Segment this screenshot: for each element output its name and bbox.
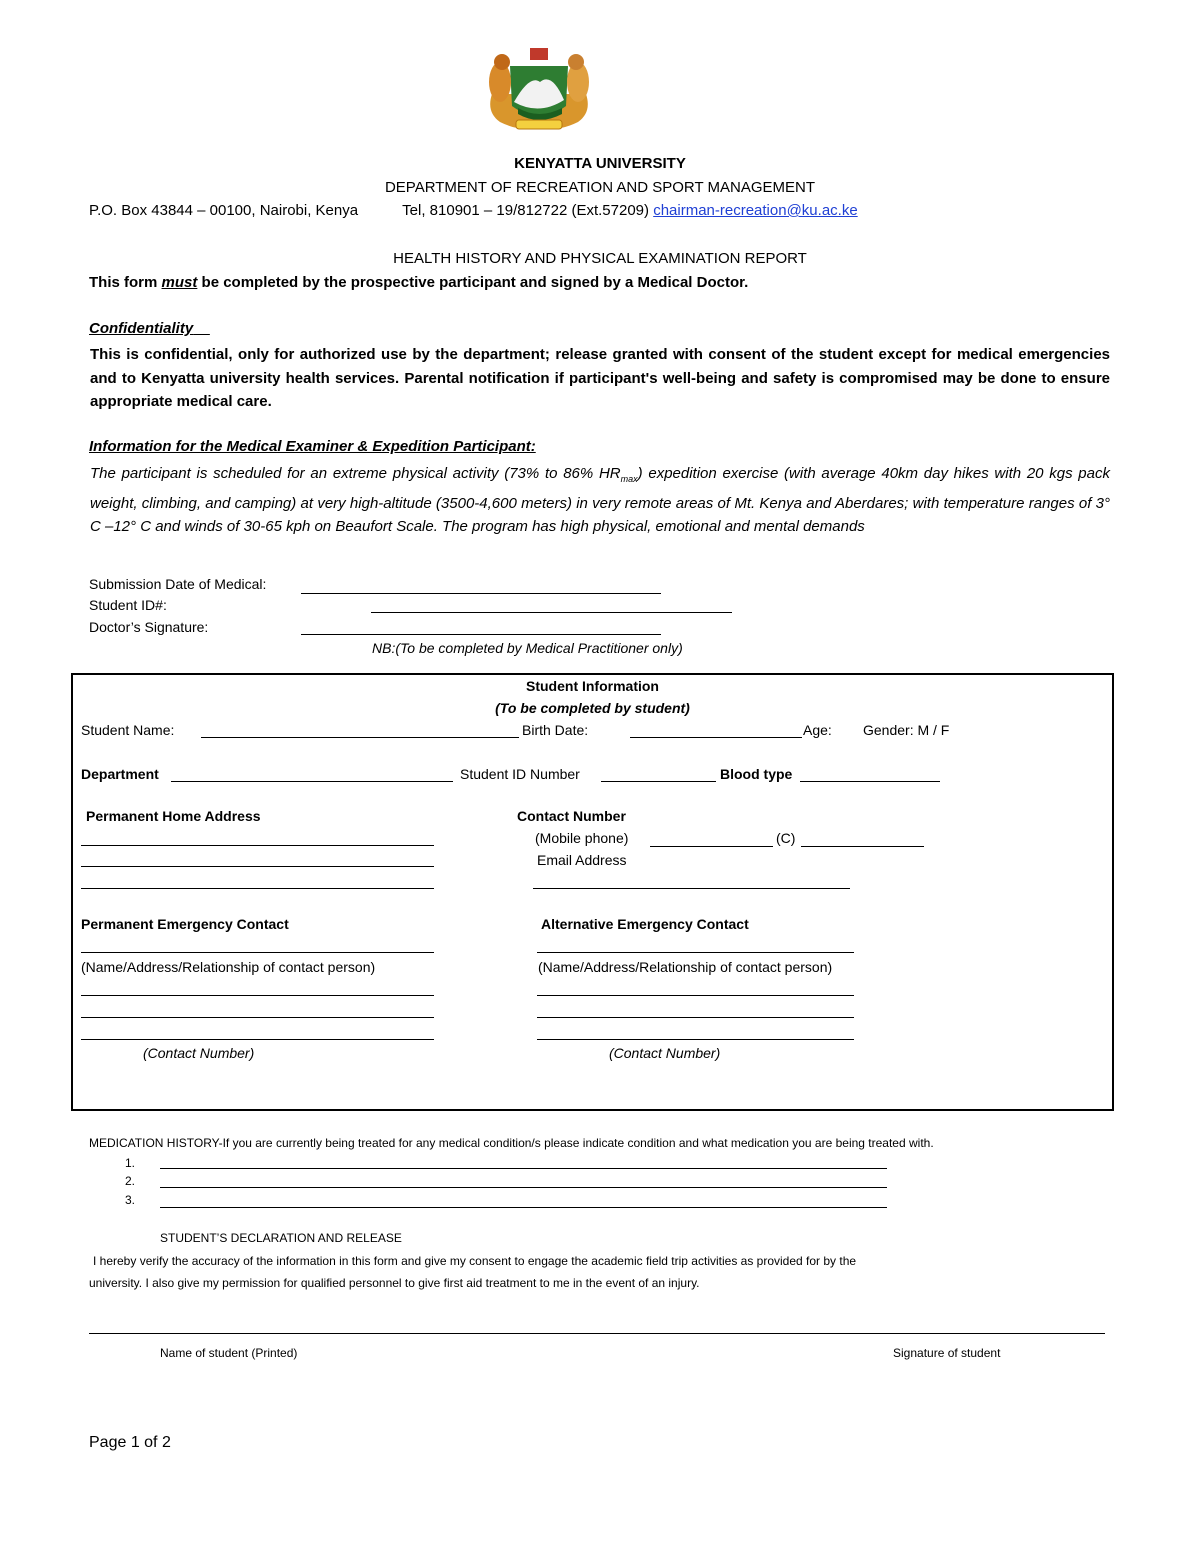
- student-id-number-field[interactable]: [601, 781, 716, 782]
- emergency-contact-line-2[interactable]: [81, 995, 434, 996]
- form-title: HEALTH HISTORY AND PHYSICAL EXAMINATION REPORT: [393, 250, 807, 267]
- c-label: (C): [776, 830, 796, 846]
- submission-date-label: Submission Date of Medical:: [89, 576, 267, 592]
- home-address-line-1[interactable]: [81, 845, 434, 846]
- emergency-contact-line-4[interactable]: [81, 1039, 434, 1040]
- student-info-subtitle: (To be completed by student): [495, 700, 690, 716]
- info-text: The participant is scheduled for an extreme physical activity (73% to 86% $HR_{max}$) expedition exercise (with average 40km day hikes with 20 kgs pack weight, climbing, and camping) at very high-altitude (3500-4,600 meters) in very remote areas of Mt. Kenya and Aberdares; with temperature ranges of 3° C –12° C and winds of 30-65 kph on Beaufort Scale. The program has high physical, emotional and mental demands: [90, 465, 1110, 535]
- alt-emergency-line-1[interactable]: [537, 952, 854, 953]
- home-address-line-2[interactable]: [81, 866, 434, 867]
- medication-line-1[interactable]: [160, 1168, 887, 1169]
- university-name: KENYATTA UNIVERSITY: [514, 155, 686, 172]
- declaration-text-line-2: university. I also give my permission for qualified personnel to give first aid treatment to me in the event of an injury.: [89, 1276, 700, 1290]
- medication-line-3[interactable]: [160, 1207, 887, 1208]
- email-link[interactable]: chairman-recreation@ku.ac.ke: [653, 202, 858, 219]
- home-address-label: Permanent Home Address: [86, 808, 261, 824]
- student-name-label: Student Name:: [81, 722, 175, 738]
- postal-address: P.O. Box 43844 – 00100, Nairobi, Kenya: [89, 202, 359, 219]
- telephone: Tel, 810901 – 19/812722 (Ext.57209): [402, 202, 650, 219]
- email-label: Email Address: [537, 852, 627, 868]
- confidentiality-heading: Confidentiality: [89, 320, 194, 337]
- alt-emergency-line-2[interactable]: [537, 995, 854, 996]
- medication-item-number: 1.: [125, 1156, 136, 1170]
- blood-type-field[interactable]: [800, 781, 940, 782]
- emergency-contact-label: Permanent Emergency Contact: [81, 916, 289, 932]
- university-crest-logo: [480, 46, 598, 134]
- form-intro: This form must be completed by the prospective participant and signed by a Medical Doctor.: [89, 274, 749, 291]
- emergency-contact-line-3[interactable]: [81, 1017, 434, 1018]
- alt-emergency-line-4[interactable]: [537, 1039, 854, 1040]
- page-number: Page 1 of 2: [89, 1434, 171, 1451]
- medication-line-2[interactable]: [160, 1187, 887, 1188]
- email-field[interactable]: [533, 888, 850, 889]
- mobile-field[interactable]: [650, 846, 773, 847]
- c-field[interactable]: [801, 846, 924, 847]
- medication-history-text: MEDICATION HISTORY-If you are currently being treated for any medical condition/s please indicate condition and what medication you are being treated with.: [89, 1136, 934, 1150]
- gender-label: Gender: M / F: [863, 722, 950, 738]
- info-heading: Information for the Medical Examiner & Expedition Participant:: [89, 438, 536, 455]
- alt-contact-number-label: (Contact Number): [609, 1045, 721, 1061]
- nb-note: NB:(To be completed by Medical Practitioner only): [372, 640, 683, 656]
- must-emphasis: must: [161, 274, 198, 291]
- birth-date-field[interactable]: [630, 737, 802, 738]
- emergency-contact-line-1[interactable]: [81, 952, 434, 953]
- student-signature-label: Signature of student: [893, 1346, 1001, 1360]
- doctor-signature-label: Doctor’s Signature:: [89, 619, 209, 635]
- emergency-contact-number-label: (Contact Number): [143, 1045, 255, 1061]
- contact-number-label: Contact Number: [517, 808, 626, 824]
- alt-emergency-contact-label: Alternative Emergency Contact: [541, 916, 749, 932]
- declaration-text-line-1: I hereby verify the accuracy of the information in this form and give my consent to engage the academic field trip activities as provided for by the: [93, 1254, 857, 1268]
- declaration-heading: STUDENT’S DECLARATION AND RELEASE: [160, 1231, 402, 1245]
- confidentiality-text: This is confidential, only for authorized use by the department; release granted with consent of the student except for medical emergencies and to Kenyatta university health services. Parental notification if participant's well-being and safety is compromised may be done to ensure appropriate medical care.: [90, 346, 1110, 410]
- department-label: Department: [81, 766, 159, 782]
- emergency-name-address-label: (Name/Address/Relationship of contact person): [81, 959, 376, 975]
- alt-emergency-line-3[interactable]: [537, 1017, 854, 1018]
- student-id-label: Student ID#:: [89, 597, 167, 613]
- medication-item-number: 3.: [125, 1193, 136, 1207]
- signature-line[interactable]: [89, 1333, 1105, 1334]
- department-name: DEPARTMENT OF RECREATION AND SPORT MANAGEMENT: [384, 179, 816, 196]
- age-label: Age:: [803, 722, 832, 738]
- alt-name-address-label: (Name/Address/Relationship of contact person): [538, 959, 833, 975]
- student-name-printed-label: Name of student (Printed): [160, 1346, 298, 1360]
- medication-item-number: 2.: [125, 1174, 136, 1188]
- birth-date-label: Birth Date:: [522, 722, 589, 738]
- student-id-field[interactable]: [371, 612, 732, 613]
- mobile-label: (Mobile phone): [535, 830, 629, 846]
- submission-date-field[interactable]: [301, 593, 661, 594]
- blood-type-label: Blood type: [720, 766, 793, 782]
- student-info-title: Student Information: [526, 678, 659, 694]
- student-name-field[interactable]: [201, 737, 519, 738]
- department-field[interactable]: [171, 781, 453, 782]
- home-address-line-3[interactable]: [81, 888, 434, 889]
- address-line: [89, 202, 858, 219]
- student-id-number-label: Student ID Number: [460, 766, 580, 782]
- doctor-signature-field[interactable]: [301, 634, 661, 635]
